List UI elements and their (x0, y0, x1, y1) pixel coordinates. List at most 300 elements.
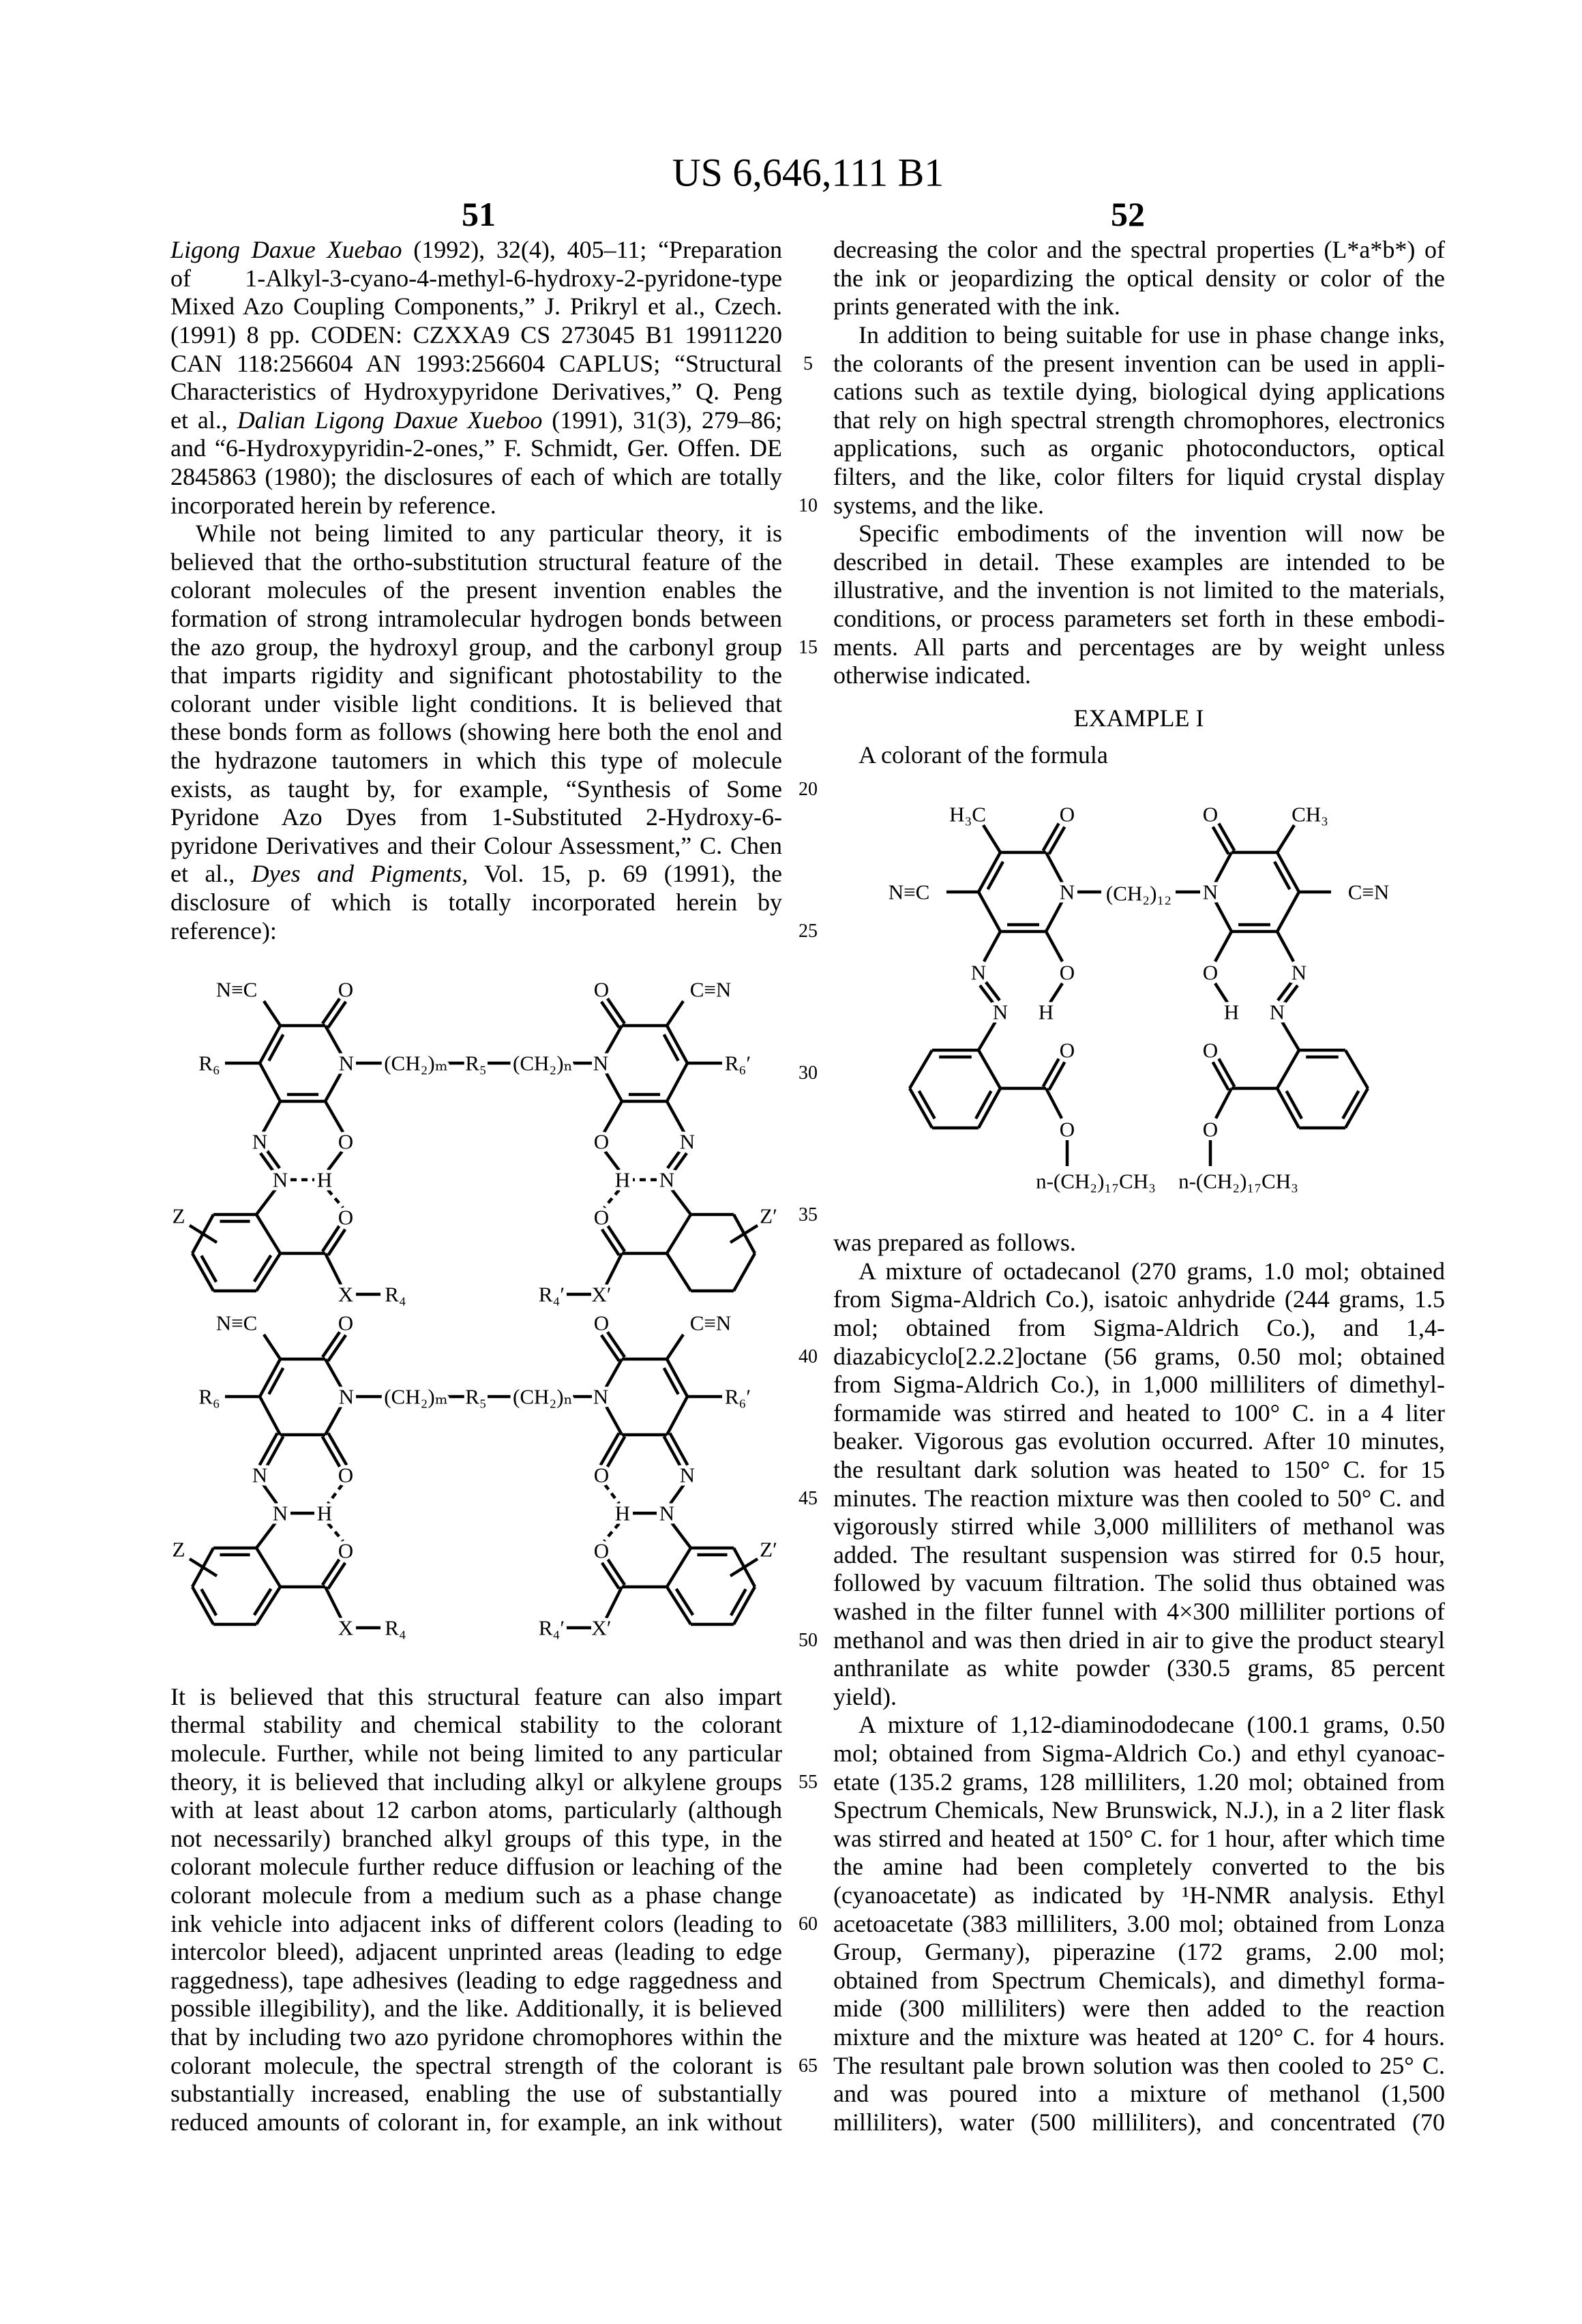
text-line (833, 1853, 1445, 1881)
bond (919, 1091, 935, 1119)
hydrogen-label: H (1224, 1000, 1239, 1024)
hydrogen-bond (604, 1523, 619, 1541)
text-line (833, 350, 1445, 378)
line-number: 35 (788, 1201, 829, 1230)
bond (1210, 892, 1232, 932)
bond (601, 1397, 622, 1435)
line-text: incorporated herein by reference. (170, 492, 496, 520)
bond (1345, 1088, 1368, 1128)
carbonyl-oxygen-label: O (1203, 803, 1218, 826)
bond (667, 1359, 687, 1397)
bond (910, 1088, 932, 1128)
x-label: X (338, 1283, 353, 1307)
bond (328, 1002, 346, 1028)
r6-label: R₆ (198, 1052, 220, 1075)
line-text (170, 860, 782, 889)
line-text: from Sigma-Aldrich Co.), isatoic anhydride (244 grams, 1.5 (833, 1285, 1445, 1314)
ring-nitrogen-label: N (593, 1052, 608, 1075)
line-text: vigorously stirred while 3,000 milliliters of methanol was (833, 1513, 1445, 1541)
bond (676, 1589, 693, 1615)
r5-label: R₅ (465, 1052, 486, 1075)
text-line (833, 434, 1445, 463)
bond (328, 1433, 346, 1465)
bond (263, 1485, 277, 1504)
text-line (170, 1796, 782, 1825)
text-line (170, 406, 782, 435)
text-line (170, 718, 782, 747)
text-line (170, 463, 782, 492)
text-line (833, 1654, 1445, 1683)
line-text: The resultant pale brown solution was then cooled to 25° C. (833, 2052, 1445, 2081)
ring-nitrogen-label: N (339, 1385, 354, 1409)
line-text: 2845863 (1980); the disclosures of each of which are totally (170, 463, 782, 492)
r5-label: R₅ (465, 1385, 486, 1409)
bond (670, 1433, 687, 1465)
ester-carbonyl-oxygen-label: O (1060, 1039, 1075, 1062)
bond (256, 1523, 275, 1548)
bond (256, 1587, 280, 1624)
azo-nitrogen-label: N (273, 1502, 288, 1525)
text-line (170, 548, 782, 577)
text-line (859, 1257, 1445, 1286)
line-text: disclosure of which is totally incorporated herein by (170, 889, 782, 917)
text-line (833, 492, 1445, 520)
azo-nitrogen-label: N (1292, 961, 1307, 985)
line-text: the colorants of the present invention can be used in appli- (833, 350, 1445, 378)
bond (325, 1587, 341, 1618)
bond (1282, 1022, 1299, 1050)
carbonyl-oxygen-label: O (594, 978, 609, 1002)
methylene-chain-m-label: (CH₂)ₘ (384, 1052, 448, 1075)
text-line (833, 1910, 1445, 1939)
bond (606, 1587, 622, 1618)
text-line (833, 1314, 1445, 1343)
line-text: the azo group, the hydroxyl group, and the carbonyl group (170, 634, 782, 662)
line-text: yield). (833, 1683, 897, 1712)
bond (601, 1002, 619, 1028)
bonds (190, 1331, 758, 1628)
text-line (859, 1711, 1445, 1740)
bonds (910, 824, 1368, 1166)
line-text: followed by vacuum filtration. The solid thus obtained was (833, 1569, 1445, 1598)
hydroxyl-oxygen-label: O (1060, 961, 1075, 985)
ring-nitrogen-label: N (339, 1052, 354, 1075)
text-line (170, 860, 782, 889)
bond (607, 998, 625, 1024)
text-segment: et al., (170, 860, 252, 887)
line-text: these bonds form as follows (showing here both the enol and (170, 718, 782, 747)
ester-carbonyl-oxygen-label: O (338, 1206, 353, 1230)
text-line (170, 1938, 782, 1967)
text-segment: (1992), 32(4), 405–11; “Preparation (402, 236, 782, 263)
text-line (170, 2023, 782, 2052)
text-line (833, 406, 1445, 435)
line-text: formamide was stirred and heated to 100° C. in a 4 liter (833, 1399, 1445, 1428)
hydrogen-bond (604, 1190, 619, 1208)
bond (1043, 824, 1059, 851)
azo-nitrogen-label: N (273, 1168, 288, 1192)
text-line (833, 1343, 1445, 1371)
line-number: 10 (788, 492, 829, 520)
line-text: A mixture of octadecanol (270 grams, 1.0 mol; obtained (859, 1257, 1445, 1286)
line-number: 60 (788, 1910, 829, 1939)
line-text: While not being limited to any particular theory, it is (196, 520, 782, 548)
bond (325, 1397, 346, 1435)
bond (264, 1001, 280, 1026)
bond (1219, 1059, 1234, 1087)
text-line (833, 2080, 1445, 2109)
carbonyl-oxygen-label: O (594, 1311, 609, 1335)
bond (667, 1026, 687, 1063)
stearyl-chain-label: n-(CH₂)₁₇CH₃ (1036, 1170, 1156, 1193)
line-text: Mixed Azo Coupling Components,” J. Prikryl et al., Czech. (170, 293, 782, 321)
line-text: not necessarily) branched alkyl groups of this type, in the (170, 1825, 782, 1853)
nitrile-label: C≡N (1348, 880, 1390, 904)
text-line (170, 1683, 782, 1712)
text-line (833, 1825, 1445, 1853)
r4-label: R₄′ (539, 1616, 565, 1640)
line-text: etate (135.2 grams, 128 milliliters, 1.20 mol; obtained from (833, 1768, 1445, 1797)
bond (667, 1587, 691, 1624)
line-text: formation of strong intramolecular hydrogen bonds between (170, 605, 782, 634)
text-line (170, 378, 782, 406)
line-text: mol; obtained from Sigma-Aldrich Co.), and 1,4- (833, 1314, 1445, 1343)
bond (667, 1215, 691, 1253)
text-line (170, 634, 782, 662)
text-line (859, 520, 1445, 548)
bond (606, 1253, 622, 1285)
bond (1283, 985, 1298, 1004)
text-line (170, 605, 782, 634)
oxygen-label: O (338, 1130, 353, 1154)
line-text: ments. All parts and percentages are by weight unless (833, 634, 1445, 662)
line-number: 15 (788, 634, 829, 662)
line-text: CAN 118:256604 AN 1993:256604 CAPLUS; “Structural (170, 350, 782, 378)
column-number-right: 52 (1111, 194, 1145, 234)
text-line (170, 1910, 782, 1939)
oxygen-label: O (338, 1463, 353, 1487)
text-line (833, 1683, 1445, 1712)
nitrile-label: N≡C (889, 880, 930, 904)
line-text: the hydrazone tautomers in which this type of molecule (170, 747, 782, 775)
bond (265, 1436, 283, 1468)
text-line (833, 1229, 1445, 1257)
bond (730, 1225, 758, 1242)
italic-citation: Dyes and Pigments, (252, 860, 468, 887)
line-text: (1991) 8 pp. CODEN: CZXXA9 CS 273045 B1 19911220 (170, 321, 782, 350)
bond (1277, 852, 1299, 892)
bond (192, 1587, 213, 1624)
carbonyl-oxygen-label: O (338, 1311, 353, 1335)
x-label: X′ (591, 1616, 611, 1640)
methyl-label: CH₃ (1292, 803, 1328, 826)
bond (256, 1189, 275, 1215)
example-heading: EXAMPLE I (1074, 704, 1204, 733)
line-text (170, 236, 782, 265)
bond (601, 1063, 622, 1101)
bond (601, 1359, 622, 1397)
bond (1277, 1088, 1299, 1128)
r4-label: R₄ (385, 1616, 406, 1640)
bond (667, 1253, 691, 1291)
line-text: Specific embodiments of the invention will now be (859, 520, 1445, 548)
bond (1287, 1091, 1302, 1119)
text-line (833, 605, 1445, 634)
hydrogen-label: H (317, 1502, 332, 1525)
bond (325, 1359, 346, 1397)
line-text: filters, and the like, color filters for liquid crystal display (833, 463, 1445, 492)
bond (325, 1101, 344, 1133)
text-line (833, 1371, 1445, 1399)
ester-carbonyl-oxygen-label: O (1203, 1039, 1218, 1062)
line-text: beaker. Vigorous gas evolution occurred. After 10 minutes, (833, 1427, 1445, 1456)
text-line (170, 2080, 782, 2109)
line-number: 65 (788, 2052, 829, 2081)
line-number: 40 (788, 1343, 829, 1371)
bond (979, 1050, 1000, 1088)
ring-nitrogen-label: N (593, 1385, 608, 1409)
dodecylene-chain-label: (CH₂)₁₂ (1106, 882, 1171, 906)
enol-tautomer-structure (173, 978, 777, 1307)
text-line (833, 548, 1445, 577)
bond (1277, 892, 1299, 932)
bond (260, 1153, 274, 1172)
atom-labels (889, 803, 1390, 1193)
bond (607, 1331, 625, 1357)
line-text: exists, as taught by, for example, “Synthesis of Some (170, 775, 782, 804)
text-line (170, 434, 782, 463)
line-text: mide (300 milliliters) were then added to the reaction (833, 1995, 1445, 2023)
ester-oxygen-label: O (1203, 1118, 1218, 1142)
bond (325, 1026, 346, 1063)
text-line (833, 1427, 1445, 1456)
nitrile-label: N≡C (216, 978, 258, 1002)
nitrile-label: C≡N (690, 978, 732, 1002)
line-text: and “6-Hydroxypyridin-2-ones,” F. Schmidt, Ger. Offen. DE (170, 434, 782, 463)
text-line (833, 1995, 1445, 2023)
text-line (833, 1485, 1445, 1513)
text-line (833, 576, 1445, 605)
text-segment: (1991), 31(3), 279–86; (542, 406, 782, 434)
bond (1046, 1088, 1062, 1118)
bond (979, 1088, 1000, 1128)
text-line (196, 520, 782, 548)
bond (266, 1149, 280, 1168)
line-text: possible illegibility), and the like. Additionally, it is believed (170, 1995, 782, 2023)
bond (328, 1335, 346, 1361)
bond (256, 1548, 280, 1587)
line-text: prints generated with the ink. (833, 293, 1120, 321)
text-line (833, 634, 1445, 662)
bond (260, 1026, 280, 1063)
bond (1215, 932, 1232, 962)
text-segment: et al., (170, 406, 237, 434)
text-segment: Vol. 15, p. 69 (1991), the (468, 860, 782, 887)
line-number: 25 (788, 917, 829, 946)
text-line (170, 690, 782, 719)
text-line (833, 2109, 1445, 2137)
line-text: and was poured into a mixture of methanol (1,500 (833, 2080, 1445, 2109)
bond (1043, 1059, 1059, 1087)
text-line (833, 2052, 1445, 2081)
bond (979, 852, 1000, 892)
line-text: from Sigma-Aldrich Co.), in 1,000 milliliters of dimethyl- (833, 1371, 1445, 1399)
bond (601, 1433, 619, 1465)
bond (328, 1151, 342, 1170)
patent-page (0, 0, 1582, 2324)
bond (264, 1335, 280, 1359)
text-line (833, 265, 1445, 293)
bond (192, 1253, 213, 1291)
line-text: mixture and the mixture was heated at 120° C. for 4 hours. (833, 2023, 1445, 2052)
text-line (170, 1825, 782, 1853)
carbonyl-oxygen-label: O (1060, 803, 1075, 826)
bond (254, 1589, 271, 1615)
text-line (833, 463, 1445, 492)
line-text: (cyanoacetate) as indicated by ¹H-NMR analysis. Ethyl (833, 1881, 1445, 1910)
azo-nitrogen-label: N (971, 961, 986, 985)
text-line (170, 1711, 782, 1740)
bond (1049, 826, 1064, 854)
line-text: decreasing the color and the spectral properties (L*a*b*) of (833, 236, 1445, 265)
bond (201, 1589, 216, 1615)
line-number: 55 (788, 1768, 829, 1797)
bond (1277, 825, 1294, 852)
bond (256, 1253, 280, 1291)
bond (1274, 862, 1289, 890)
text-line (833, 1598, 1445, 1626)
bond (602, 1563, 619, 1589)
italic-citation: Dalian Ligong Daxue Xueboo (237, 406, 543, 434)
bond (985, 981, 1000, 1000)
bond (260, 1433, 278, 1465)
line-text: acetoacetate (383 milliliters, 3.00 mol; obtained from Lonza (833, 1910, 1445, 1939)
line-text: thermal stability and chemical stability to the colorant (170, 1711, 782, 1740)
line-text: Group, Germany), piperazine (172 grams, 2.00 mol; (833, 1938, 1445, 1967)
bond (263, 1101, 280, 1133)
bond (667, 1101, 685, 1133)
hydrazone-tautomer-structure (173, 1311, 777, 1640)
bond (672, 1523, 691, 1548)
text-line (833, 1768, 1445, 1797)
methylene-chain-m-label: (CH₂)ₘ (384, 1385, 448, 1409)
line-text: substantially increased, enabling the use of substantially (170, 2080, 782, 2109)
text-line (170, 321, 782, 350)
line-text: Characteristics of Hydroxypyridone Derivatives,” Q. Peng (170, 378, 782, 406)
text-line (833, 661, 1445, 690)
column-number-left: 51 (462, 194, 496, 234)
text-line (833, 1938, 1445, 1967)
line-text: washed in the filter funnel with 4×300 milliliter portions of (833, 1598, 1445, 1626)
bond (979, 892, 1000, 932)
line-number: 5 (788, 350, 829, 378)
bond (910, 1050, 932, 1088)
bond (269, 1368, 283, 1395)
line-text: anthranilate as white powder (330.5 grams, 85 percent (833, 1654, 1445, 1683)
line-number: 30 (788, 1059, 829, 1088)
oxygen-label: O (594, 1130, 609, 1154)
line-text: illustrative, and the invention is not limited to the materials, (833, 576, 1445, 605)
line-text: that imparts rigidity and significant photostability to the (170, 661, 782, 690)
bond (1278, 981, 1292, 1000)
line-text: colorant molecule from a medium such as a phase change (170, 1881, 782, 1910)
hydrogen-label: H (615, 1168, 630, 1192)
bond (601, 1335, 619, 1361)
bond (601, 1026, 622, 1063)
bond (1050, 983, 1062, 1002)
text-line (833, 1456, 1445, 1485)
bond (670, 1485, 684, 1504)
bond (325, 1063, 346, 1101)
text-line (170, 917, 782, 946)
line-text: described in detail. These examples are intended to be (833, 548, 1445, 577)
line-text: intercolor bleed), adjacent unprinted areas (leading to edge (170, 1938, 782, 1967)
line-text: otherwise indicated. (833, 661, 1031, 690)
nitrile-label: N≡C (216, 1311, 258, 1335)
bond (976, 1091, 991, 1119)
azo-nitrogen-label: N (993, 1000, 1008, 1024)
line-text: the ink or jeopardizing the optical density or color of the (833, 265, 1445, 293)
bond (734, 1253, 755, 1291)
text-line (859, 741, 1445, 770)
bond (734, 1587, 755, 1624)
bond (325, 1253, 341, 1285)
text-line (833, 1740, 1445, 1768)
line-text: reduced amounts of colorant in, for example, an ink without (170, 2109, 782, 2137)
bond (269, 1034, 283, 1061)
bond (192, 1548, 213, 1587)
patent-number: US 6,646,111 B1 (672, 150, 944, 196)
bond (254, 1255, 271, 1282)
bond (734, 1215, 755, 1253)
line-text: A mixture of 1,12-diaminododecane (100.1 grams, 0.50 (859, 1711, 1445, 1740)
bond (603, 1101, 622, 1133)
bond (980, 985, 994, 1004)
z-substituent-label: Z′ (760, 1538, 777, 1562)
bond (988, 862, 1003, 890)
bond (323, 998, 340, 1024)
bond (1277, 932, 1294, 962)
hydrogen-bond (328, 1485, 342, 1504)
ester-oxygen-label: O (1060, 1118, 1075, 1142)
bond (1215, 983, 1227, 1002)
text-line (833, 1881, 1445, 1910)
text-line (170, 293, 782, 321)
r6-label: R₆′ (725, 1052, 751, 1075)
z-substituent-label: Z (173, 1538, 185, 1562)
text-line (859, 321, 1445, 350)
azo-nitrogen-label: N (252, 1463, 267, 1487)
text-line (833, 1399, 1445, 1428)
text-line (170, 2109, 782, 2137)
bond (667, 1335, 683, 1359)
text-line (170, 747, 782, 775)
text-line (833, 293, 1445, 321)
text-line (833, 378, 1445, 406)
line-text: that rely on high spectral strength chromophores, electronics (833, 406, 1445, 435)
nitrile-label: C≡N (690, 1311, 732, 1335)
text-line (170, 492, 782, 520)
text-line (170, 2052, 782, 2081)
r4-label: R₄ (385, 1283, 406, 1307)
x-label: X′ (591, 1283, 611, 1307)
bond (328, 1230, 345, 1255)
bond (606, 1436, 625, 1468)
bond (983, 825, 1000, 852)
text-line (170, 775, 782, 804)
line-text: mol; obtained from Sigma-Aldrich Co.) and ethyl cyanoac- (833, 1740, 1445, 1768)
x-label: X (338, 1616, 353, 1640)
